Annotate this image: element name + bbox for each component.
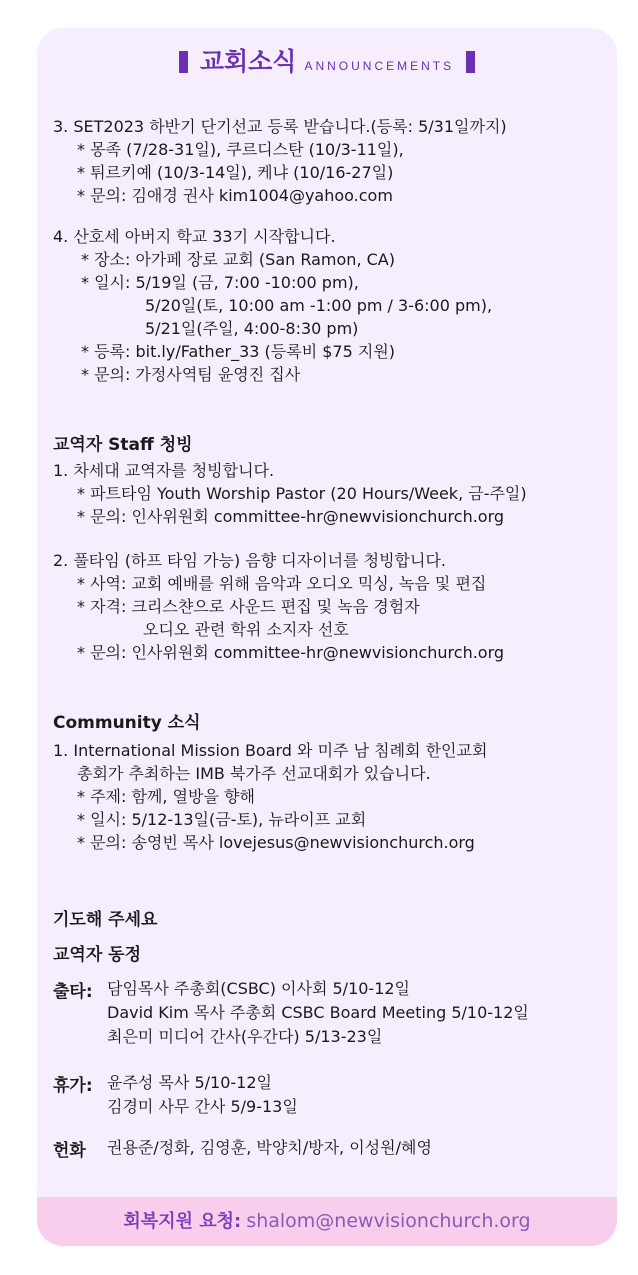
flowers-text: 권용준/정화, 김영훈, 박양치/방자, 이성원/혜영 (107, 1138, 432, 1157)
item-4-contact: * 문의: 가정사역팀 윤영진 집사 (81, 365, 301, 384)
item-3-title: 3. SET2023 하반기 단기선교 등록 받습니다.(등록: 5/31일까지) (53, 117, 507, 136)
prayer-heading: 기도해 주세요 (53, 910, 158, 930)
item-4-line: 5/21일(주일, 4:00-8:30 pm) (145, 319, 359, 338)
item-4-line: * 일시: 5/19일 (금, 7:00 -10:00 pm), (81, 273, 359, 292)
announcements-header (37, 42, 617, 78)
vacation-line: 윤주성 목사 5/10-12일 (107, 1073, 272, 1092)
staff-item-2-line: * 사역: 교회 예배를 위해 음악과 오디오 믹싱, 녹음 및 편집 (77, 574, 487, 593)
staff-item-1-line: * 파트타임 Youth Worship Pastor (20 Hours/Week, 금-주일) (77, 484, 527, 503)
footer-label: 회복지원 요청: (123, 1211, 242, 1232)
trip-line: 최은미 미디어 간사(우간다) 5/13-23일 (107, 1027, 383, 1046)
prayer-subheading: 교역자 동정 (53, 945, 142, 965)
announcements-card (37, 28, 617, 1246)
staff-heading: 교역자 Staff 청빙 (53, 435, 193, 455)
staff-item-2-line: 오디오 관련 학위 소지자 선호 (143, 620, 349, 639)
community-contact: * 문의: 송영빈 목사 lovejesus@newvisionchurch.org (77, 833, 475, 852)
item-3-contact: * 문의: 김애경 권사 kim1004@yahoo.com (77, 186, 393, 205)
item-4-line: * 장소: 아가페 장로 교회 (San Ramon, CA) (81, 250, 395, 269)
community-line: 총회가 추최하는 IMB 북가주 선교대회가 있습니다. (77, 764, 431, 783)
item-4-registration: * 등록: bit.ly/Father_33 (등록비 $75 지원) (81, 342, 396, 361)
vacation-line: 김경미 사무 간사 5/9-13일 (107, 1097, 298, 1116)
footer-email-link[interactable]: shalom@newvisionchurch.org (246, 1210, 531, 1232)
trip-line: 담임목사 주총회(CSBC) 이사회 5/10-12일 (107, 979, 411, 998)
item-3-line: * 몽족 (7/28-31일), 쿠르디스탄 (10/3-11일), (77, 140, 404, 159)
item-3-line: * 튀르키예 (10/3-14일), 케냐 (10/16-27일) (77, 163, 394, 182)
header-title-english: ANNOUNCEMENTS (304, 59, 455, 73)
community-heading: Community 소식 (53, 713, 201, 733)
header-title-korean: 교회소식 (199, 47, 297, 76)
staff-item-1-contact: * 문의: 인사위원회 committee-hr@newvisionchurch.org (77, 507, 505, 526)
staff-item-2-line: * 자격: 크리스챤으로 사운드 편집 및 녹음 경험자 (77, 597, 420, 616)
staff-item-1-title: 1. 차세대 교역자를 청빙합니다. (53, 461, 275, 480)
staff-item-2-title: 2. 풀타임 (하프 타임 가능) 음향 디자이너를 청빙합니다. (53, 551, 447, 570)
vacation-label: 휴가: (53, 1076, 93, 1096)
community-line: 1. International Mission Board 와 미주 남 침례회 한인교회 (53, 741, 488, 760)
item-4-line: 5/20일(토, 10:00 am -1:00 pm / 3-6:00 pm), (145, 296, 493, 315)
right-bar-icon (466, 51, 475, 73)
staff-item-2-contact: * 문의: 인사위원회 committee-hr@newvisionchurch.org (77, 643, 505, 662)
left-bar-icon (179, 51, 188, 73)
flowers-label: 헌화 (53, 1141, 86, 1161)
item-4-title: 4. 산호세 아버지 학교 33기 시작합니다. (53, 227, 336, 246)
community-line: * 일시: 5/12-13일(금-토), 뉴라이프 교회 (77, 810, 367, 829)
trip-line: David Kim 목사 주총회 CSBC Board Meeting 5/10-12일 (107, 1003, 529, 1022)
recovery-support-footer (37, 1197, 617, 1246)
trip-label: 출타: (53, 982, 93, 1002)
community-line: * 주제: 함께, 열방을 향해 (77, 787, 255, 806)
